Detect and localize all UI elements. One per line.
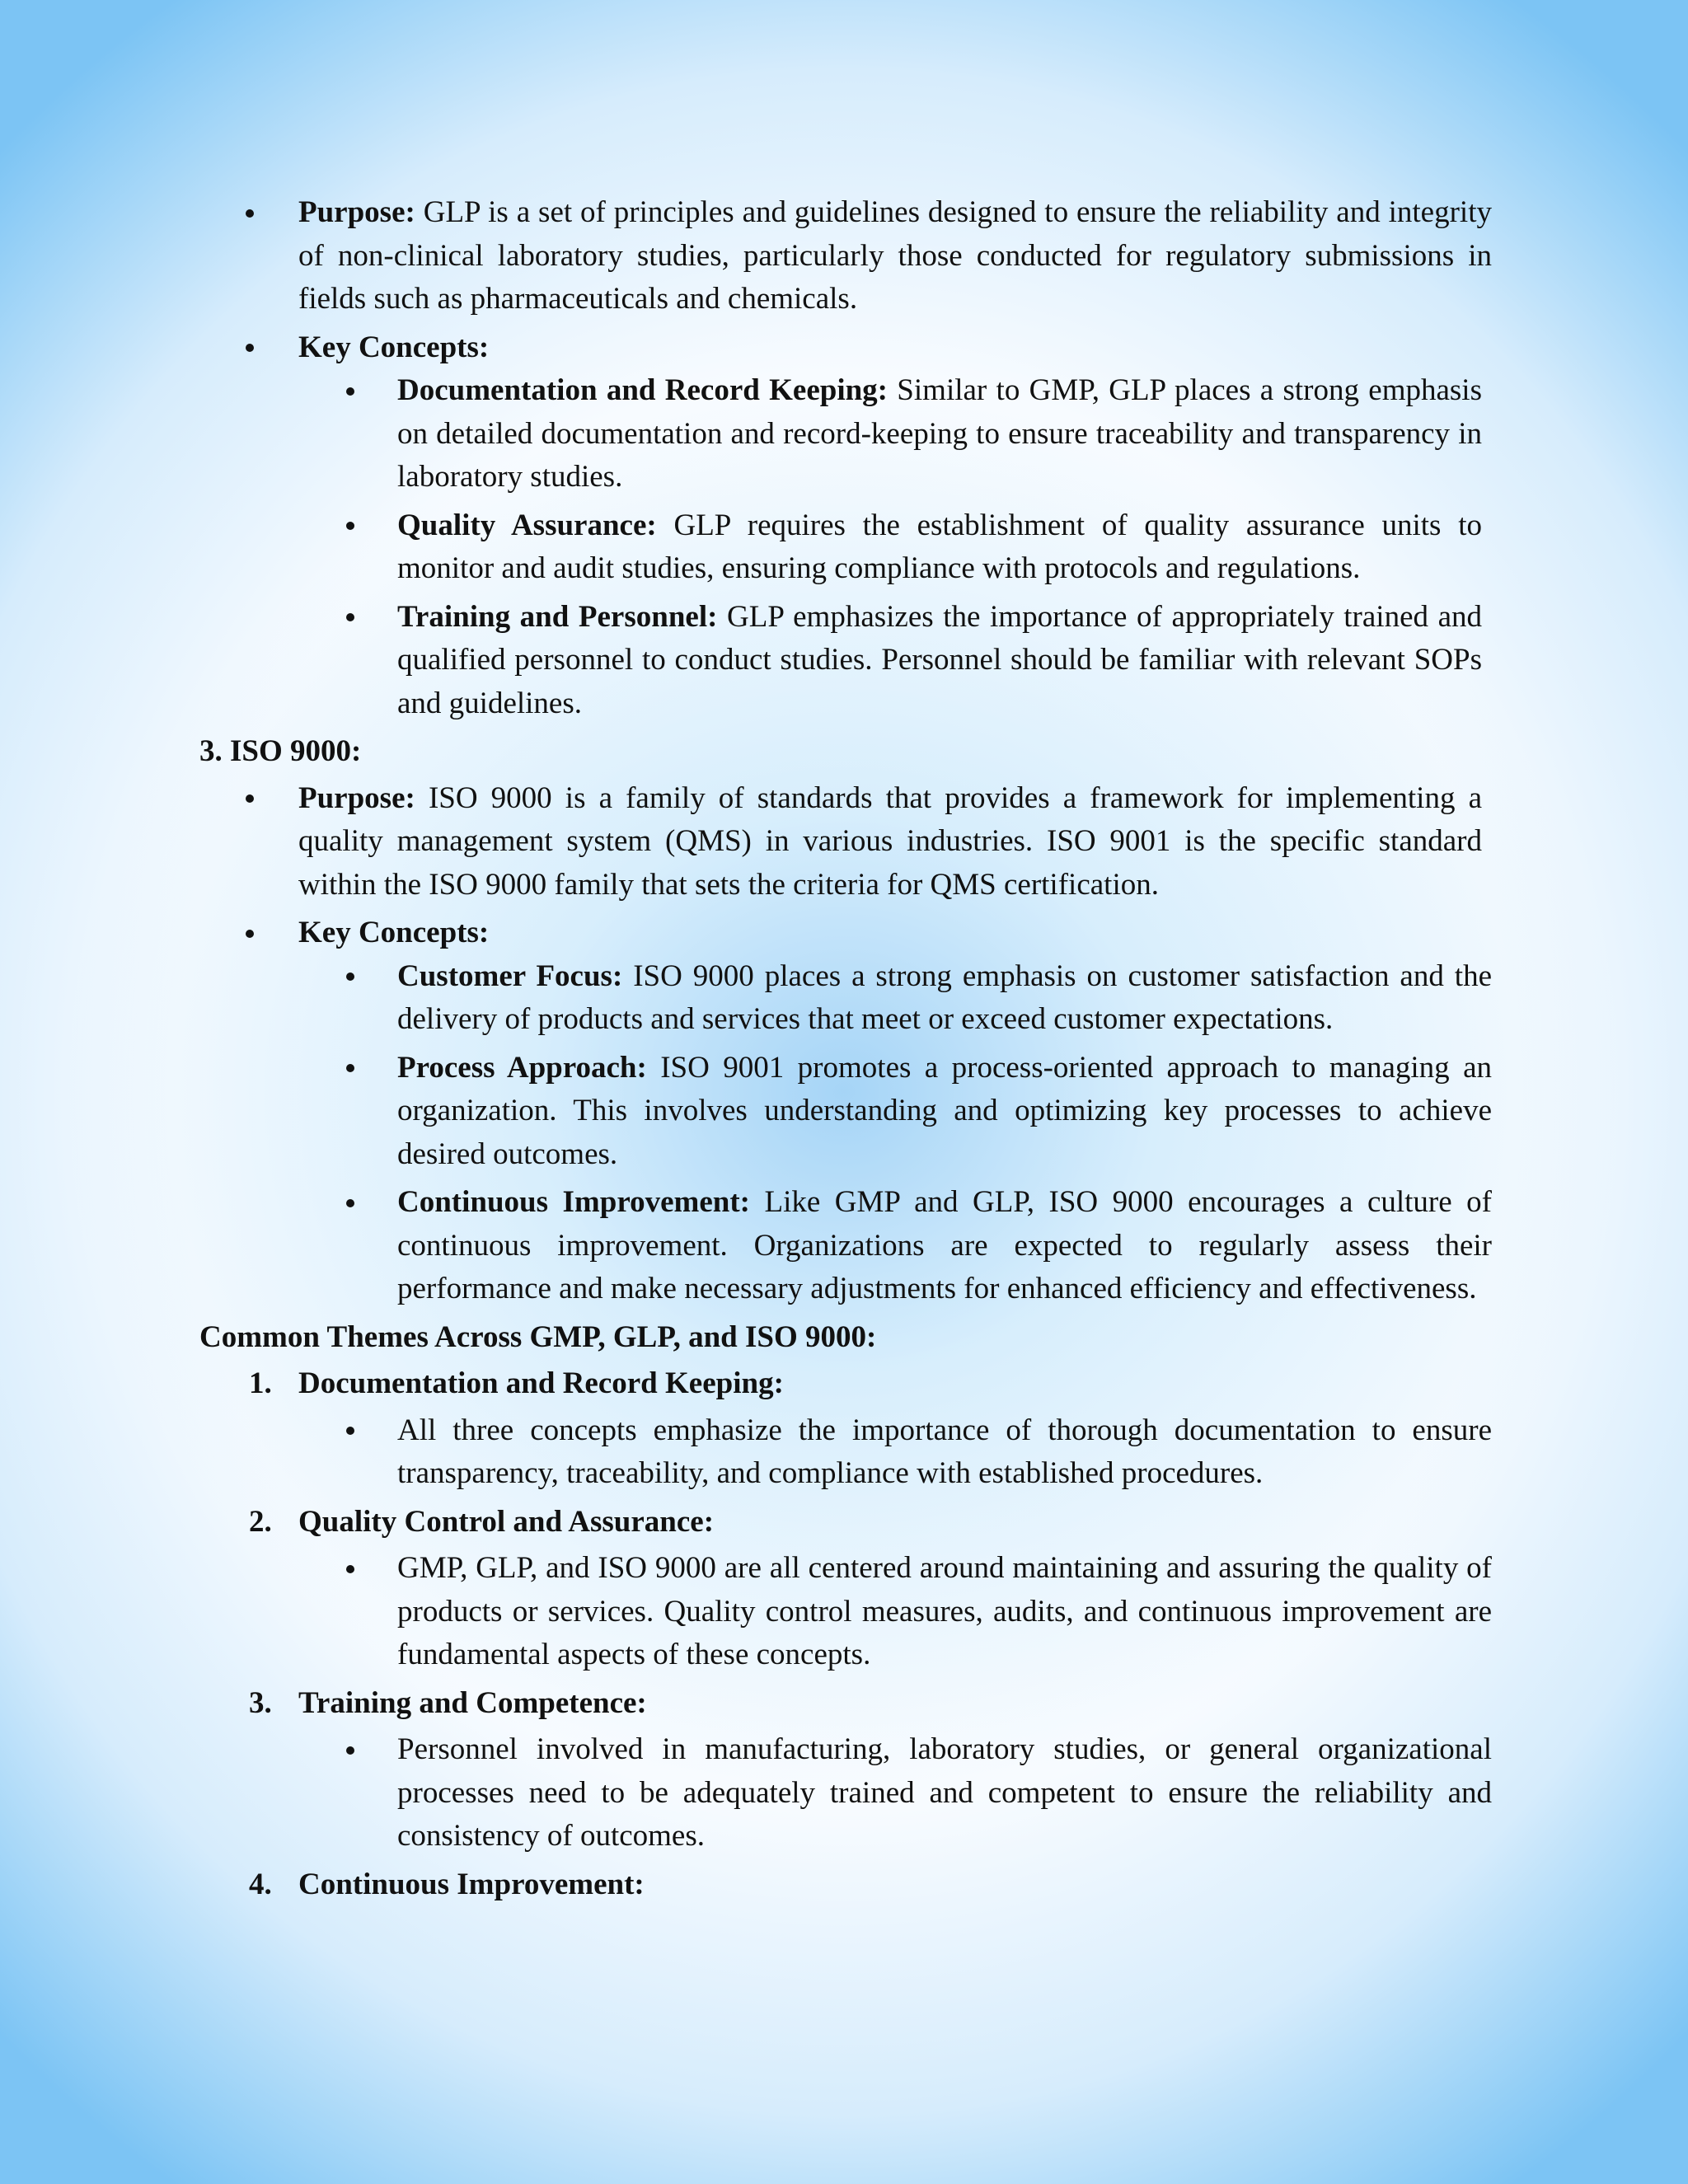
glp-concept-quality-assurance [199,504,1492,591]
glp-purpose-item [199,191,1492,321]
theme-item-1 [199,1362,1492,1406]
theme-detail-2 [199,1547,1492,1677]
concept-text: Like GMP and GLP, ISO 9000 encourages a culture of continuous improvement. Organizations are expected to regularly assess their performance and make necessary adjustments for enhanced efficiency and effectiveness. [397,1185,1492,1305]
theme-number: 2. [249,1504,272,1539]
bullet-icon [346,369,354,413]
bullet-icon [246,326,254,370]
iso-key-concepts-label: Key Concepts: [298,916,490,949]
theme-number: 3. [249,1685,272,1720]
theme-detail-3 [199,1728,1492,1858]
bullet-icon [346,504,354,548]
bullet-icon [346,596,354,640]
iso-heading: 3. ISO 9000: [199,734,362,768]
concept-text: GLP requires the establishment of quality assurance units to monitor and audit studies, ensuring compliance with protocols and regulations. [397,508,1482,585]
iso-concept-continuous-improvement [199,1181,1492,1311]
bullet-icon [346,955,354,999]
bullet-icon [346,1047,354,1090]
theme-detail-text: All three concepts emphasize the importance of thorough documentation to ensure transparency, traceability, and compliance with established procedures. [397,1413,1492,1490]
concept-lead: Process Approach: [397,1050,647,1085]
theme-detail-1 [199,1409,1492,1496]
theme-detail-text: Personnel involved in manufacturing, laboratory studies, or general organizational processes need to be adequately trained and competent to ensure the reliability and consistency of outcomes. [397,1732,1492,1853]
concept-text: ISO 9001 promotes a process-oriented approach to managing an organization. This involves understanding and optimizing key processes to achieve desired outcomes. [397,1050,1492,1171]
theme-item-3 [199,1682,1492,1726]
theme-title: Quality Control and Assurance: [298,1504,715,1539]
concept-lead: Continuous Improvement: [397,1185,750,1219]
bullet-icon [246,912,254,955]
theme-number: 4. [249,1867,272,1901]
iso-key-concepts-item [199,912,1492,955]
theme-item-4 [199,1863,1492,1907]
theme-title: Documentation and Record Keeping: [298,1366,784,1400]
glp-purpose-lead: Purpose: [298,195,415,229]
glp-concept-training [199,596,1492,726]
iso-purpose-item [199,777,1492,907]
glp-concept-documentation [199,369,1492,499]
document-page [199,191,1492,1906]
glp-key-concepts-label: Key Concepts: [298,330,490,364]
bullet-icon [346,1728,354,1772]
glp-purpose-text: GLP is a set of principles and guidelines designed to ensure the reliability and integrity of non-clinical laboratory studies, particularly those conducted for regulatory submissions in fields such as pharmaceuticals and chemicals. [298,195,1492,316]
bullet-icon [246,777,254,821]
theme-detail-text: GMP, GLP, and ISO 9000 are all centered around maintaining and assuring the quality of products or services. Quality control measures, audits, and continuous improvement are fundamental aspects of these concepts. [397,1551,1492,1671]
iso-concept-process-approach [199,1047,1492,1177]
concept-lead: Training and Personnel: [397,599,718,634]
theme-title: Training and Competence: [298,1685,647,1720]
concept-lead: Customer Focus: [397,958,623,993]
theme-number: 1. [249,1366,272,1400]
concept-lead: Documentation and Record Keeping: [397,373,889,407]
iso-concept-customer-focus [199,955,1492,1042]
concept-lead: Quality Assurance: [397,508,657,542]
theme-item-2 [199,1501,1492,1544]
bullet-icon [346,1547,354,1591]
concept-text: Similar to GMP, GLP places a strong emphasis on detailed documentation and record-keeping to ensure traceability and transparency in laboratory studies. [397,373,1482,494]
common-themes-heading: Common Themes Across GMP, GLP, and ISO 9000: [199,1319,877,1354]
bullet-icon [346,1409,354,1453]
theme-title: Continuous Improvement: [298,1867,645,1901]
bullet-icon [246,191,254,235]
bullet-icon [346,1181,354,1225]
concept-text: GLP emphasizes the importance of appropriately trained and qualified personnel to conduct studies. Personnel should be familiar with relevant SOPs and guidelines. [397,599,1483,720]
iso-purpose-text: ISO 9000 is a family of standards that provides a framework for implementing a quality management system (QMS) in various industries. ISO 9001 is the specific standard within the ISO 9000 family that sets the criteria for QMS certification. [298,780,1482,902]
concept-text: ISO 9000 places a strong emphasis on customer satisfaction and the delivery of products and services that meet or exceed customer expectations. [397,958,1492,1036]
glp-key-concepts-item [199,326,1492,370]
iso-purpose-lead: Purpose: [298,780,415,815]
